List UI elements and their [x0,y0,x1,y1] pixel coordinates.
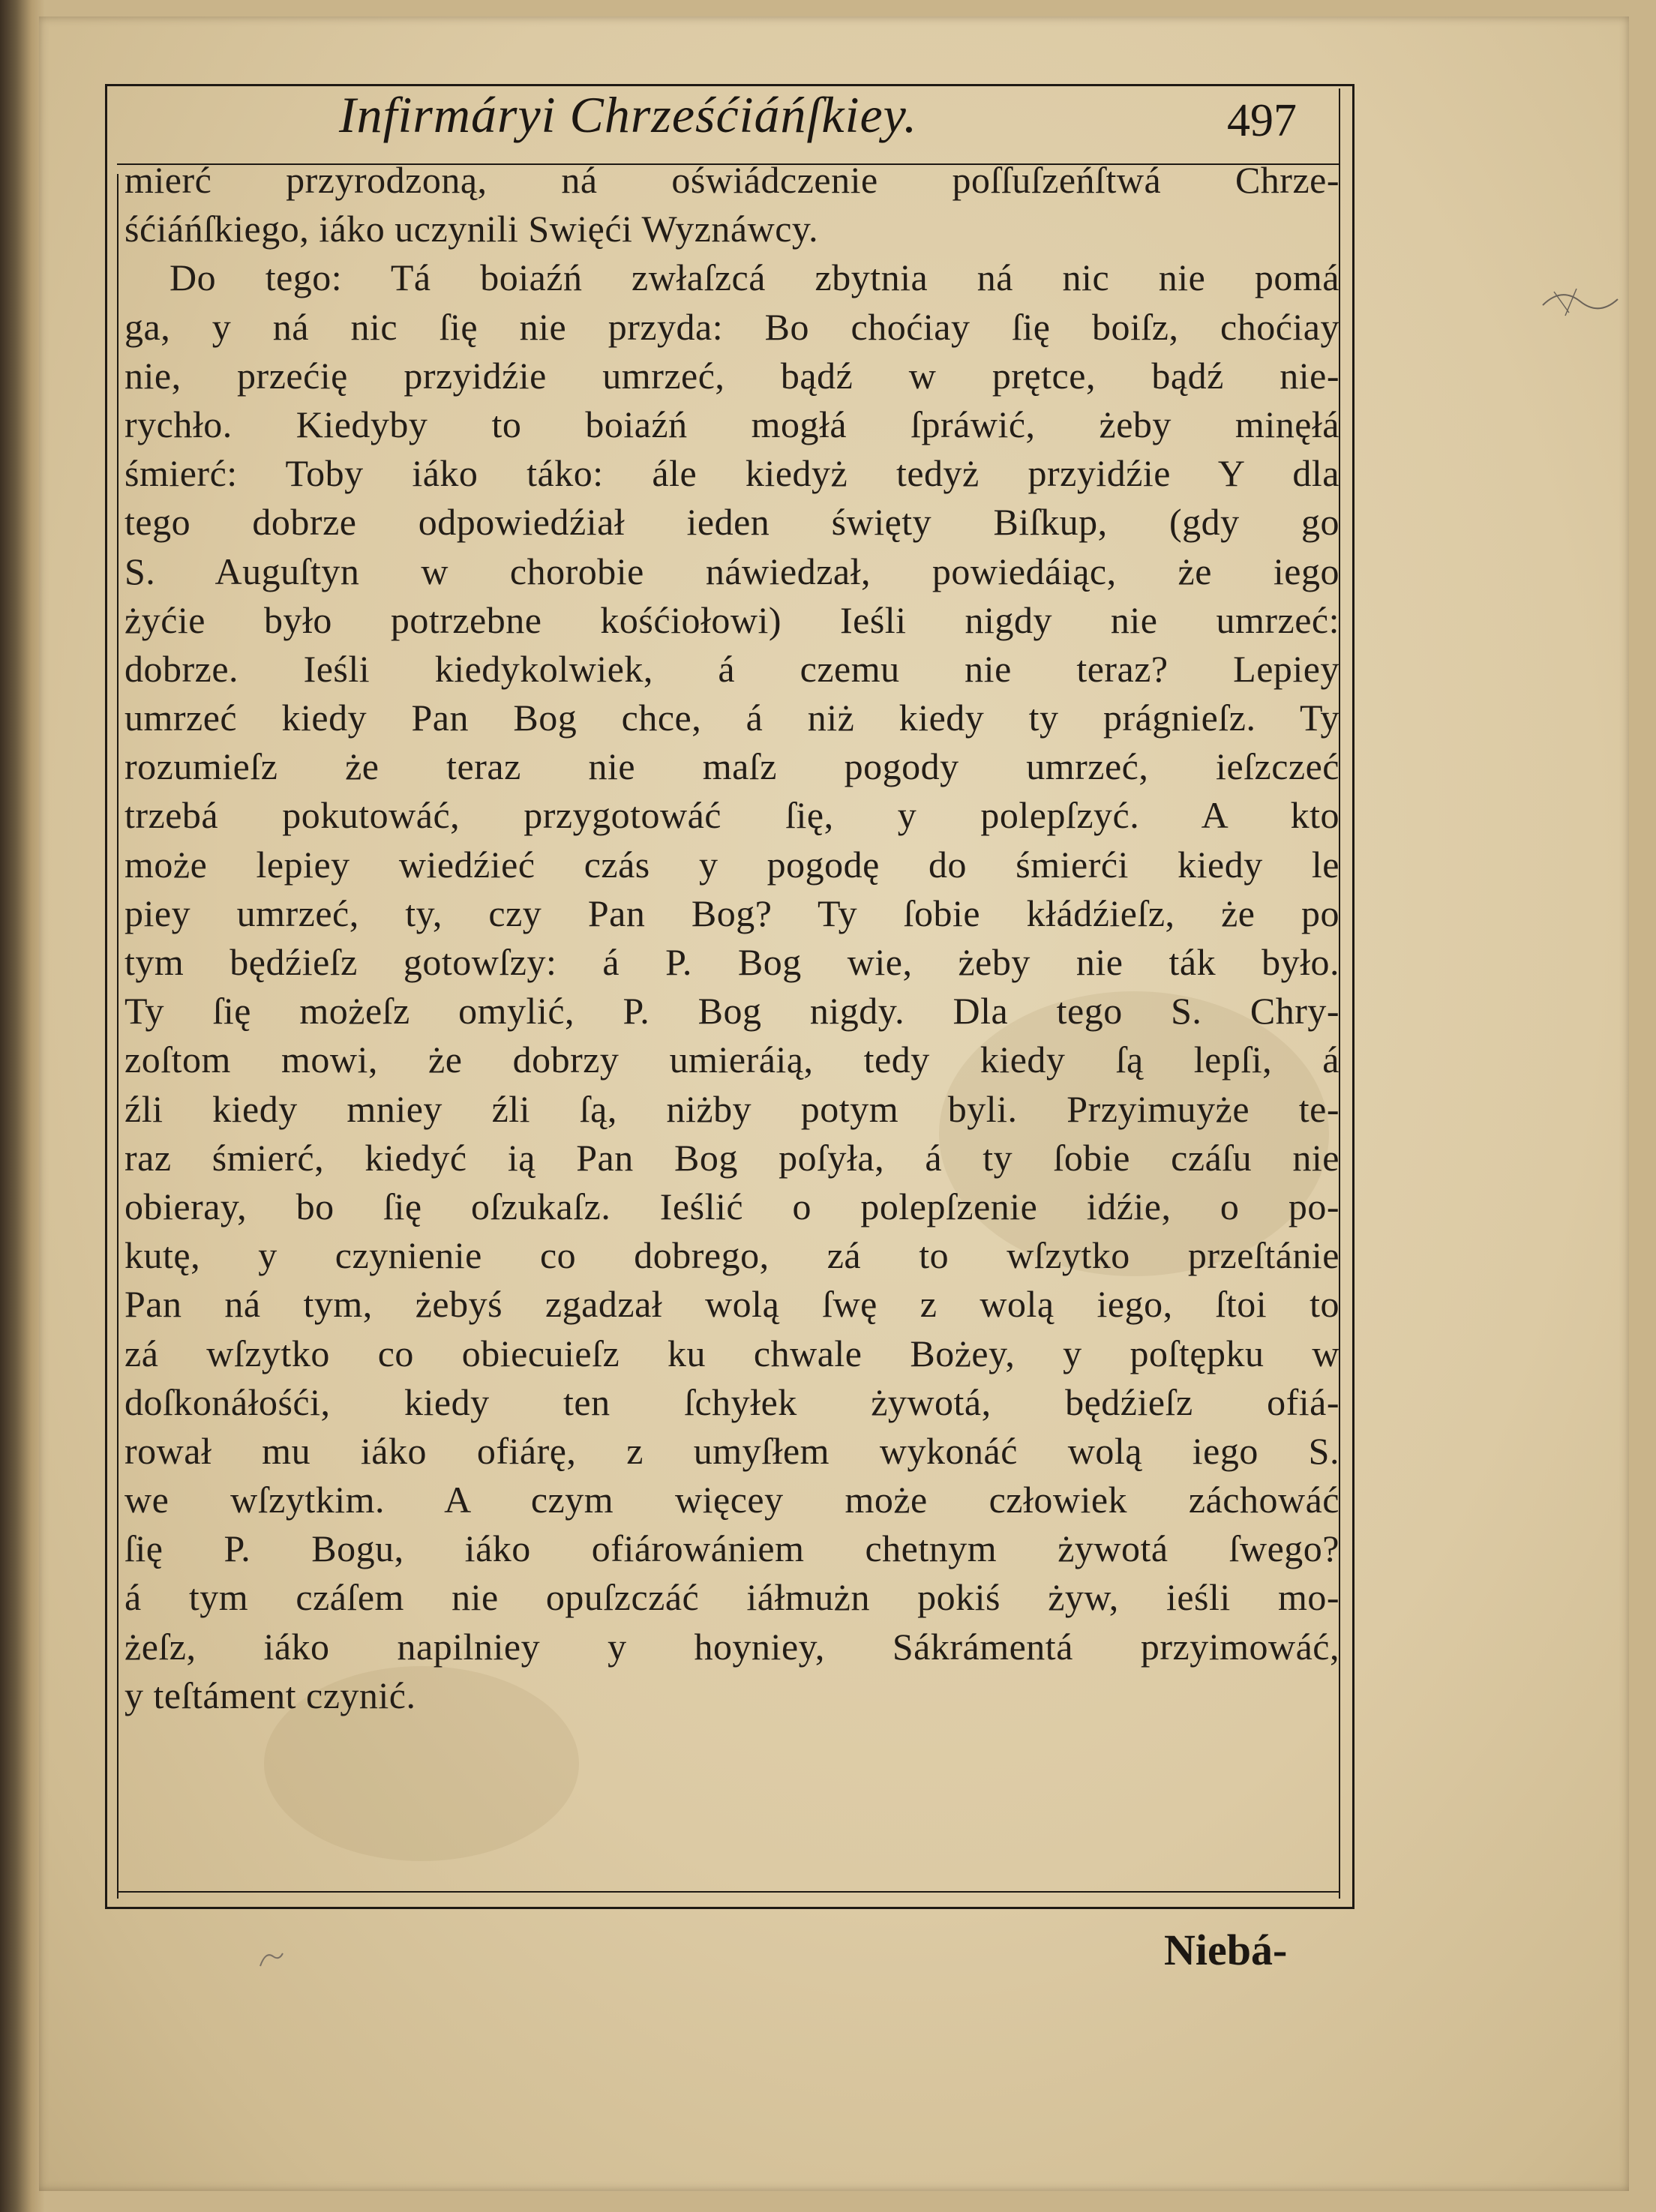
text-line: zá wſzytko co obiecuieſz ku chwale Bożey, y poſtępku w [124,1332,1340,1374]
text-frame-rule-bottom [117,1891,1339,1893]
book-page [39,16,1629,2191]
text-line: we wſzytkim. A czym więcey może człowiek záchowáć [124,1479,1340,1521]
text-line: ga, y ná nic ſię nie przyda: Bo choćiay ſię boiſz, choćiay [124,305,1340,348]
text-line: tym będźieſz gotowſzy: á P. Bog wie, żeby nie ták było. [124,941,1340,983]
text-line: doſkonáłośći, kiedy ten ſchyłek żywotá, będźieſz ofiá- [124,1380,1340,1423]
text-line: Ty ſię możeſz omylić, P. Bog nigdy. Dla tego S. Chry- [124,990,1340,1033]
text-line: piey umrzeć, ty, czy Pan Bog? Ty ſobie kłádźieſz, że po [124,892,1340,934]
text-line: kutę, y czynienie co dobrego, zá to wſzytko przeſtánie [124,1234,1340,1277]
text-line: żyćie było potrzebne kośćiołowi) Ieśli nigdy nie umrzeć: [124,598,1340,641]
text-line: ſię P. Bogu, iáko ofiárowániem chetnym żywotá ſwego? [124,1527,1340,1570]
text-line: tego dobrze odpowiedźiał ieden święty Biſkup, (gdy go [124,501,1340,544]
pencil-annotation-mark [256,1947,286,1970]
text-line: może lepiey wiedźieć czás y pogodę do śmierći kiedy le [124,843,1340,886]
book-gutter-edge [0,0,45,2212]
text-line: Pan ná tym, żebyś zgadzał wolą ſwę z wolą iego, ſtoi to [124,1283,1340,1326]
text-frame-rule-left [117,174,118,1899]
text-line: trzebá pokutowáć, przygotowáć ſię, y polepſzyć. A kto [124,794,1340,837]
catchword: Niebá- [1164,1926,1288,1974]
text-line: obieray, bo ſię oſzukaſz. Ieślić o polepſzenie idźie, o po- [124,1185,1340,1227]
text-line: zoſtom mowi, że dobrzy umieráią, tedy kiedy ſą lepſi, á [124,1039,1340,1081]
text-line: rozumieſz że teraz nie maſz pogody umrzeć, ieſzczeć [124,745,1340,788]
running-head-title: Infirmáryi Chrześćiáńſkiey. [339,86,918,143]
text-line: źli kiedy mniey źli ſą, niżby potym byli. Przyimuyże te- [124,1087,1340,1130]
text-line: dobrze. Ieśli kiedykolwiek, á czemu nie teraz? Lepiey [124,647,1340,690]
pencil-annotation-mark [1539,283,1622,320]
text-line: Do tego: Tá boiaźń zwłaſzcá zbytnia ná nic nie pomá [170,256,1340,299]
text-line: żeſz, iáko napilniey y hoyniey, Sákrámentá przyimowáć, [124,1625,1340,1668]
text-line: raz śmierć, kiedyć ią Pan Bog poſyła, á ty ſobie czáſu nie [124,1136,1340,1179]
text-line: śmierć: Toby iáko táko: ále kiedyż tedyż przyidźie Y dla [124,452,1340,495]
text-line: mierć przyrodzoną, ná oświádczenie poſſuſzeńſtwá Chrze- [124,159,1340,201]
text-line: y teſtáment czynić. [124,1674,416,1716]
text-line: rychło. Kiedyby to boiaźń mogłá ſpráwić, żeby minęłá [124,403,1340,445]
text-line: umrzeć kiedy Pan Bog chce, á niż kiedy ty prágnieſz. Ty [124,697,1340,739]
text-line: śćiáńſkiego, iáko uczynili Swięći Wyznáwcy. [124,208,819,250]
page-number: 497 [1227,95,1297,146]
text-line: á tym czáſem nie opuſzczáć iáłmużn pokiś żyw, ieśli mo- [124,1576,1340,1619]
body-text [124,156,1340,1720]
text-line: S. Auguſtyn w chorobie náwiedzał, powiedáiąc, że iego [124,550,1340,592]
text-line: rował mu iáko ofiárę, z umyſłem wykonáć wolą iego S. [124,1429,1340,1472]
text-line: nie, przećię przyidźie umrzeć, bądź w prętce, bądź nie- [124,354,1340,397]
